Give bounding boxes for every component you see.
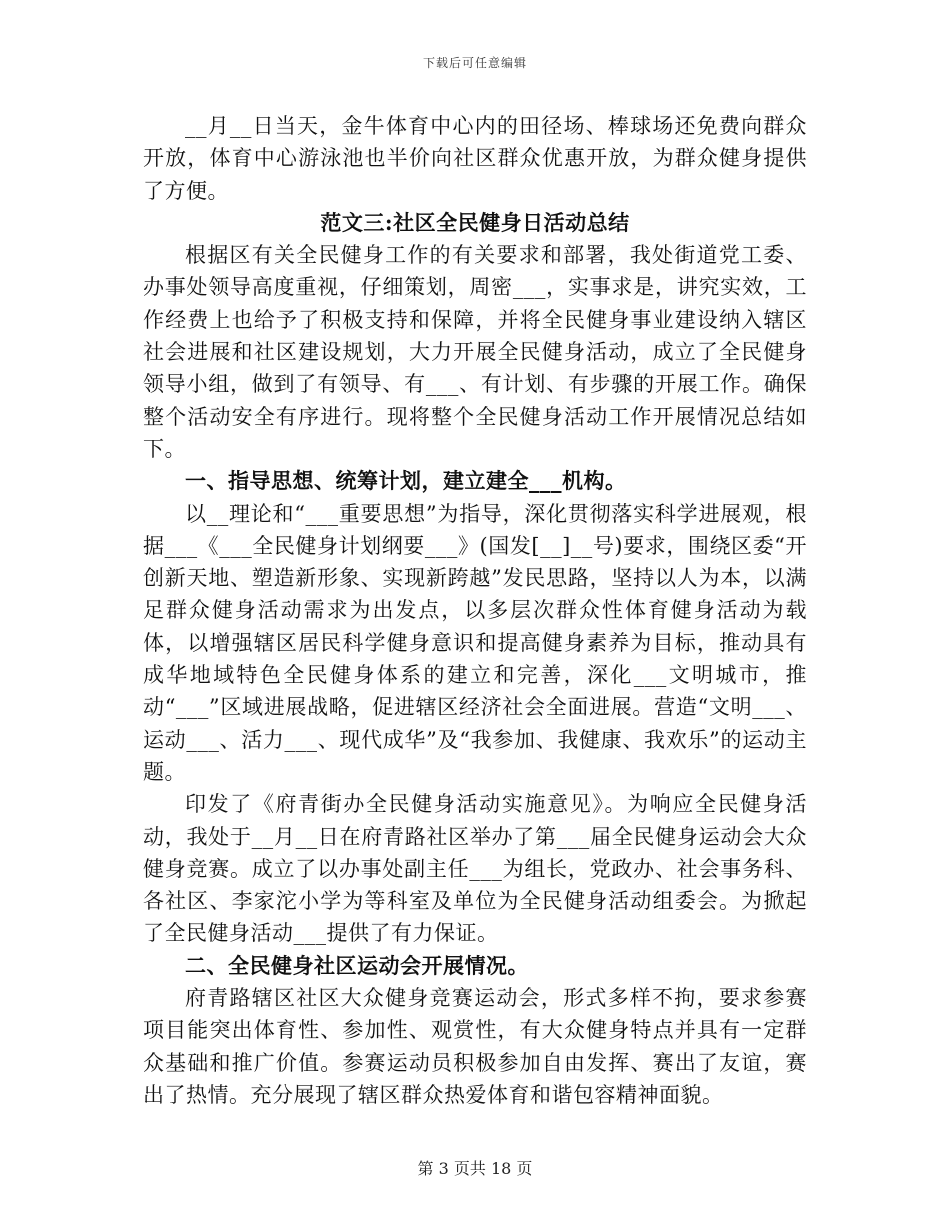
page-number: 第 3 页共 18 页 (417, 1159, 533, 1178)
paragraph-sports-meet: 府青路辖区社区大众健身竞赛运动会，形式多样不拘，要求参赛项目能突出体育性、参加性、观赏性，有大众健身特点并具有一定群众基础和推广价值。参赛运动员积极参加自由发挥、赛出了友谊，赛出了热情。充分展现了辖区群众热爱体育和谐包容精神面貌。 (143, 986, 807, 1107)
heading-sports-meet: 二、全民健身社区运动会开展情况。 (185, 952, 529, 978)
paragraph-implementation: 印发了《府青街办全民健身活动实施意见》。为响应全民健身活动，我处于__月__日在府青路社区举办了第___届全民健身运动会大众健身竞赛。成立了以办事处副主任___为组长，党政办、社会事务科、各社区、李家沱小学为等科室及单位为全民健身活动组委会。为掀起了全民健身活动___提供了有力保证。 (143, 792, 807, 946)
paragraph-opening-day: __月__日当天，金牛体育中心内的田径场、棒球场还免费向群众开放，体育中心游泳池也半价向社区群众优惠开放，为群众健身提供了方便。 (143, 114, 807, 203)
document-body (143, 110, 807, 1111)
paragraph-introduction: 根据区有关全民健身工作的有关要求和部署，我处街道党工委、办事处领导高度重视，仔细策划，周密___，实事求是，讲究实效，工作经费上也给予了积极支持和保障，并将全民健身事业建设纳入辖区社会进展和社区建设规划，大力开展全民健身活动，成立了全民健身领导小组，做到了有领导、有___、有计划、有步骤的开展工作。确保整个活动安全有序进行。现将整个全民健身活动工作开展情况总结如下。 (143, 243, 807, 461)
header-note: 下载后可任意编辑 (422, 56, 527, 70)
heading-guiding-thought: 一、指导思想、统筹计划，建立建全___机构。 (185, 468, 627, 494)
section-title: 范文三:社区全民健身日活动总结 (320, 209, 630, 235)
paragraph-guiding-thought: 以__理论和“___重要思想”为指导，深化贯彻落实科学进展观，根据___《___全民健身计划纲要___》(国发[__]__号)要求，围绕区委“开创新天地、塑造新形象、实现新跨越”发民思路，坚持以人为本，以满足群众健身活动需求为出发点，以多层次群众性体育健身活动为载体，以增强辖区居民科学健身意识和提高健身素养为目标，推动具有成华地域特色全民健身体系的建立和完善，深化___文明城市，推动“___”区域进展战略，促进辖区经济社会全面进展。营造“文明___、运动___、活力___、现代成华”及“我参加、我健康、我欢乐”的运动主题。 (143, 501, 807, 784)
